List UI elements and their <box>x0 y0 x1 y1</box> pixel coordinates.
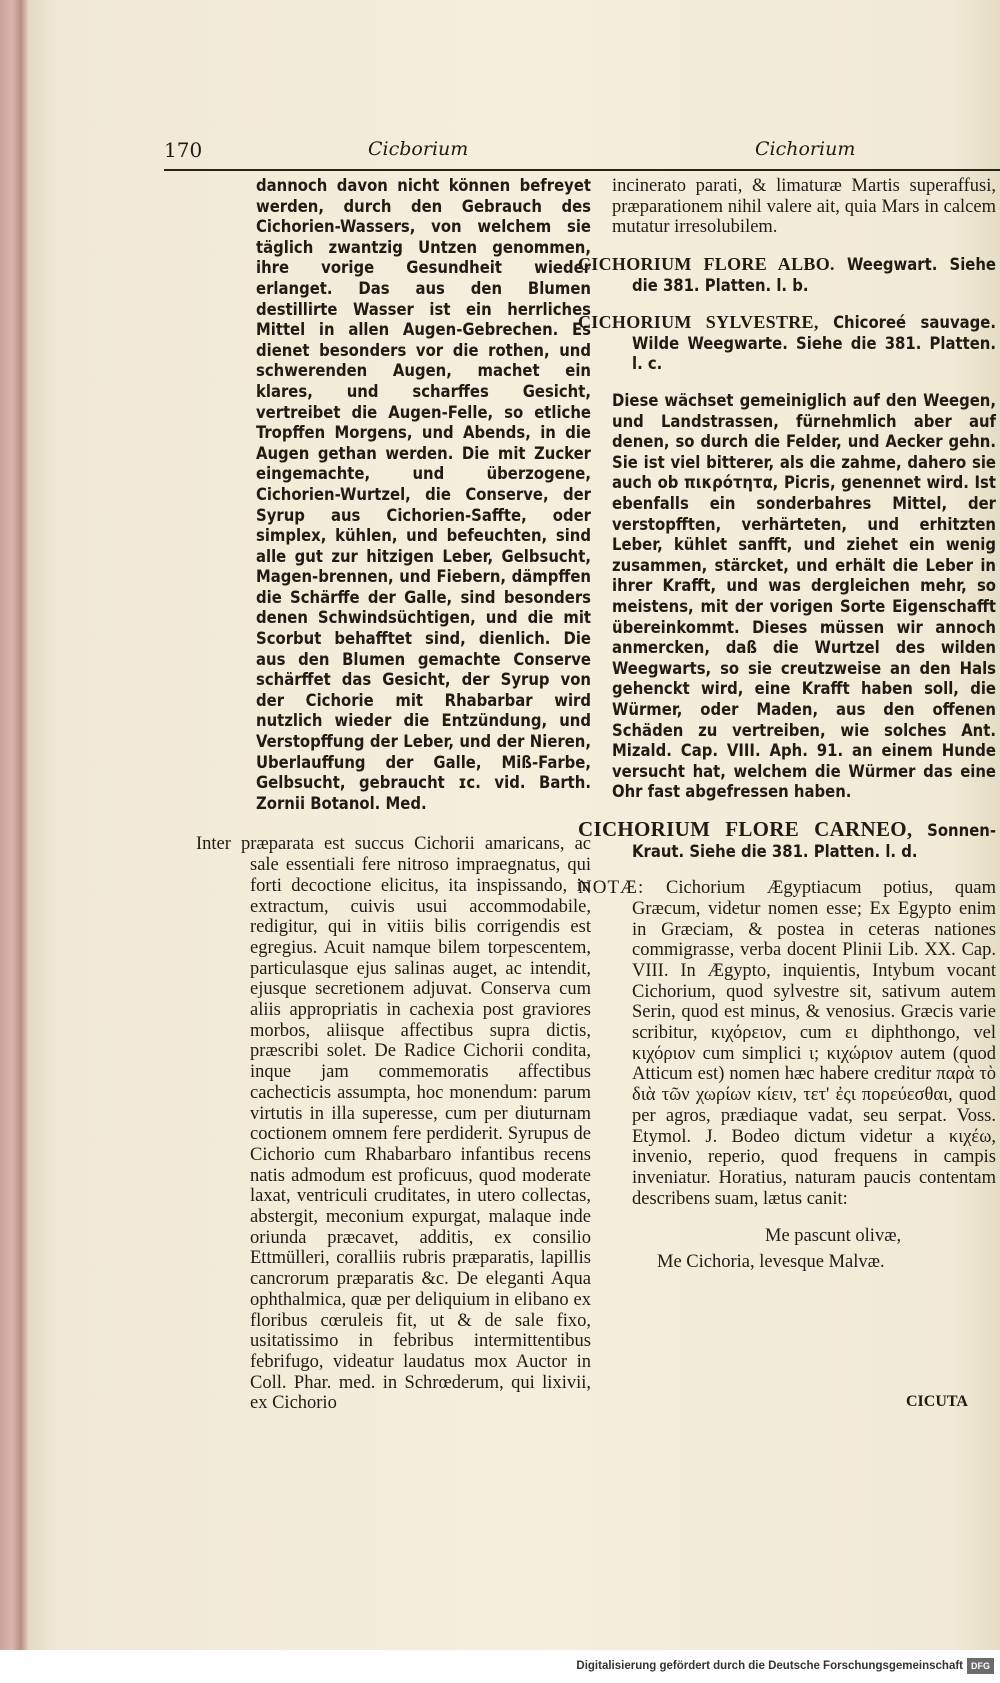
notae-paragraph <box>578 878 996 1209</box>
right-column <box>578 176 996 1275</box>
entry-text: Chicoreé sauvage. Wilde Weegwarte. Siehe die 381. Platten. l. c. <box>632 313 997 374</box>
left-column <box>196 176 591 1414</box>
entry-head: CICHORIUM SYLVESTRE, <box>578 312 819 333</box>
catchword: CICUTA <box>906 1393 968 1410</box>
page-header <box>28 138 1000 168</box>
running-head-left: Cicborium <box>368 138 469 160</box>
notae-text: Cichorium Ægyptiacum potius, quam Græcum, videtur nomen esse; Ex Egypto enim in Græciam, & postea in ceteras nationes commigrasse, verba docent Plinii Lib. XX. Cap. VIII. In Ægypto, inquientis, Intybum vocant Cichorium, quod sylvestre sit, sativum autem Serin, quod est minus, & venosius. Græcis varie scribitur, κιχόρειον, cum ει diphthongo, vel κιχόριον cum simplici ι; κιχώριον autem (quod Atticum est) nomen hæc habere creditur παρὰ τὸ διὰ τῶν χωρίων κίειν, τετ' ἐςι πορεύεσθαι, quod per agros, prædiaque vadat, seu serpat. Voss. Etymol. J. Bodeo dictum videtur a κιχέω, invenio, reperio, quod frequens in campis inveniatur. Horatius, naturam paucis contentam describens suam, lætus canit: <box>632 878 996 1209</box>
entry-head: CICHORIUM FLORE ALBO. <box>578 254 835 275</box>
entry-text: Weegwart. Siehe die 381. Platten. l. b. <box>632 255 996 295</box>
entry-flore-albo <box>578 254 996 296</box>
header-rule <box>164 169 1000 171</box>
page-number: 170 <box>164 138 203 162</box>
german-paragraph-right: Diese wächset gemeiniglich auf den Weegen, und Landstrassen, fürnehmlich aber auf denen, so durch die Felder, und Aecker gehn. Sie ist viel bitterer, als die zahme, dahero sie auch ob πικρότητα, Picris, genennet wird. Ist ebenfalls ein sonderbahres Mittel, der verstopfften, verhärteten, und erhitzten Leber, kühlet sanfft, und ziehet ein wenig zusammen, stärcket, und erhält die Leber in ihrer Krafft, und was dergleichen mehr, so meistens, mit der vorigen Sorte Eigenschafft übereinkommt. Dieses müssen wir annoch anmercken, daß die Wurtzel des wilden Weegwarts, so sie creutzweise an den Hals gehenckt wird, eine Krafft haben soll, die Würmer, oder Maden, aus den offenen Schäden zu vertreiben, wie solches Ant. Mizald. Cap. VIII. Aph. 91. an einem Hunde versucht hat, welchem die Würmer das eine Ohr fast abgefressen haben. <box>612 391 996 802</box>
latin-continuation: incinerato parati, & limaturæ Martis superaffusi, præparationem nihil valere ait, quia Mars in calcem mutatur irresolubilem. <box>612 176 996 238</box>
latin-paragraph-left: Inter præparata est succus Cichorii amaricans, ac sale essentiali fere nitroso impraegnatus, qui forti decoctione elicitus, ita inspissando, in extractum, cuivis usui accommodabile, redigitur, qui in vitiis bilis corrigendis est egregius. Acuit namque bilem torpescentem, particulasque ejus salinas auget, ac intendit, ejusque secretionem adjuvat. Conserva cum aliis appropriatis in cachexia post graviores morbos, aliisque affectibus supra dictis, præscribi solet. De Radice Cichorii condita, inque jam commemoratis affectibus cachecticis assumpta, hoc monendum: parum virtutis in illa superesse, cum per diuturnam coctionem omnem fere perdiderit. Syrupus de Cichorio cum Rhabarbaro infantibus recens natis admodum est proficuus, quod moderate laxat, ventriculi cruditates, in utero collectas, abstergit, meconium expurgat, malaque inde oriunda præcavet, additis, ex consilio Ettmülleri, coralliis rubris præparatis, lapillis cancrorum præparatis &c. De eleganti Aqua ophthalmica, quæ per deliquium in elibano ex floribus cœruleis fit, ut & de sale fixo, usitatissimo in febribus intermittentibus febrifugo, videatur laudatus mox Auctor in Coll. Phar. med. in Schrœderum, qui lixivii, ex Cichorio <box>196 834 591 1414</box>
running-head-right: Cichorium <box>755 138 856 160</box>
entry-head: CICHORIUM FLORE CARNEO, <box>578 816 913 841</box>
funding-credit: Digitalisierung gefördert durch die Deutsche Forschungsgemeinschaft <box>576 1660 963 1672</box>
verse-quote <box>578 1223 996 1275</box>
entry-sylvestre <box>578 312 996 375</box>
dfg-logo-icon: DFG <box>967 1658 994 1674</box>
book-page <box>28 0 1000 1650</box>
book-edge <box>0 0 30 1650</box>
german-paragraph-left: dannoch davon nicht können befreyet werden, durch den Gebrauch des Cichorien-Wassers, von welchem sie täglich zwantzig Untzen genommen, ihre vorige Gesundheit wieder erlanget. Das aus den Blumen destillirte Wasser ist ein herrliches Mittel in allen Augen-Gebrechen. Es dienet besonders vor die rothen, und schwerenden Augen, machet ein klares, und scharffes Gesicht, vertreibet die Augen-Felle, so etliche Tropffen Morgens, und Abends, in die Augen gethan werden. Die mit Zucker eingemachte, und überzogene, Cichorien-Wurtzel, die Conserve, der Syrup aus Cichorien-Saffte, oder simplex, kühlen, und befeuchten, sind alle gut zur hitzigen Leber, Gelbsucht, Magen-brennen, und Fiebern, dämpffen die Schärffe der Galle, sind besonders denen Schwindsüchtigen, und die mit Scorbut behafftet sind, dienlich. Die aus den Blumen gemachte Conserve schärffet das Gesicht, der Syrup von der Cichorie mit Rhabarbar wird nutzlich wieder die Entzündung, und Verstopffung der Leber, und der Nieren, Uberlauffung der Galle, Miß-Farbe, Gelbsucht, gebraucht ɪc. vid. Barth. Zornii Botanol. Med. <box>256 176 591 813</box>
verse-line: Me pascunt olivæ, <box>765 1226 902 1247</box>
entry-text: Sonnen-Kraut. Siehe die 381. Platten. l. d. <box>632 820 996 861</box>
verse-line: Me Cichoria, levesque Malvæ. <box>657 1252 885 1273</box>
entry-flore-carneo <box>578 816 996 862</box>
footer-bar <box>0 1650 1000 1683</box>
notae-label: NOTÆ: <box>578 877 645 899</box>
